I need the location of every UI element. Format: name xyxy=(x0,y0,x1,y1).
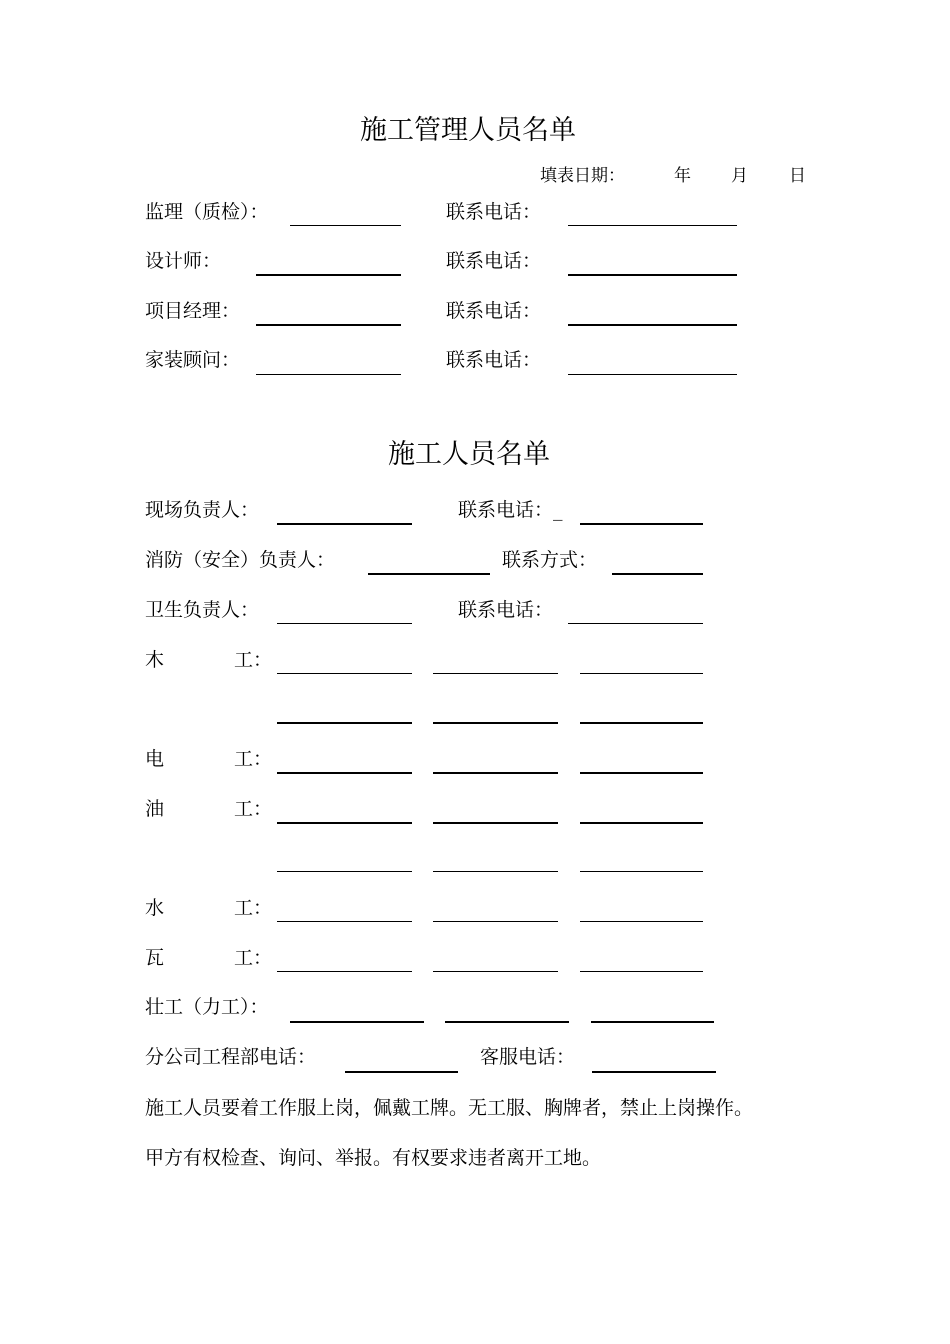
painter-field-3[interactable] xyxy=(580,822,703,824)
electrician-suffix: 工： xyxy=(234,748,273,770)
electrician-field-1[interactable] xyxy=(277,772,412,774)
tiler-char: 瓦 xyxy=(145,947,165,969)
tiler-field-1[interactable] xyxy=(277,971,412,972)
safety-lead-contact-label: 联系方式： xyxy=(502,549,598,571)
carpenter-field-3[interactable] xyxy=(580,673,703,674)
plumber-suffix: 工： xyxy=(234,897,273,919)
site-lead-field[interactable] xyxy=(277,523,412,525)
designer-phone-label: 联系电话： xyxy=(446,250,542,272)
supervisor-label: 监理（质检）： xyxy=(145,201,269,223)
tiler-field-3[interactable] xyxy=(580,971,703,972)
supervisor-phone-field[interactable] xyxy=(568,225,737,226)
electrician-char: 电 xyxy=(145,748,165,770)
branch-phone-field[interactable] xyxy=(345,1071,458,1073)
site-lead-phone-field[interactable] xyxy=(580,523,703,525)
painter-field-2[interactable] xyxy=(433,822,558,824)
designer-label: 设计师： xyxy=(145,250,222,272)
safety-lead-contact-field[interactable] xyxy=(612,573,703,575)
carpenter-field-2[interactable] xyxy=(433,673,558,674)
carpenter-field-5[interactable] xyxy=(433,722,558,724)
painter-field-5[interactable] xyxy=(433,871,558,872)
painter-char: 油 xyxy=(145,798,165,820)
service-phone-field[interactable] xyxy=(592,1071,716,1073)
laborer-field-3[interactable] xyxy=(591,1021,714,1023)
project-manager-label: 项目经理： xyxy=(145,300,241,322)
plumber-char: 水 xyxy=(145,897,165,919)
painter-field-4[interactable] xyxy=(277,871,412,872)
electrician-field-3[interactable] xyxy=(580,772,703,774)
site-lead-label: 现场负责人： xyxy=(145,499,260,521)
painter-suffix: 工： xyxy=(234,798,273,820)
project-manager-phone-label: 联系电话： xyxy=(446,300,542,322)
site-lead-phone-label: 联系电话：_ xyxy=(458,499,563,521)
safety-lead-label: 消防（安全）负责人： xyxy=(145,549,336,571)
consultant-label: 家装顾问： xyxy=(145,349,241,371)
supervisor-phone-label: 联系电话： xyxy=(446,201,542,223)
branch-phone-label: 分公司工程部电话： xyxy=(145,1046,317,1068)
staff-title: 施工人员名单 xyxy=(388,439,550,470)
supervisor-field[interactable] xyxy=(290,225,401,226)
electrician-field-2[interactable] xyxy=(433,772,558,774)
carpenter-char: 木 xyxy=(145,649,165,671)
hygiene-lead-field[interactable] xyxy=(277,623,412,624)
project-manager-phone-field[interactable] xyxy=(568,324,737,326)
safety-lead-field[interactable] xyxy=(368,573,490,575)
laborer-label: 壮工（力工）： xyxy=(145,996,269,1018)
hygiene-lead-label: 卫生负责人： xyxy=(145,599,260,621)
management-title: 施工管理人员名单 xyxy=(360,115,576,146)
hygiene-lead-phone-field[interactable] xyxy=(568,623,703,624)
carpenter-field-4[interactable] xyxy=(277,722,412,724)
plumber-field-2[interactable] xyxy=(433,921,558,922)
carpenter-field-6[interactable] xyxy=(580,722,703,724)
laborer-field-2[interactable] xyxy=(445,1021,569,1023)
date-label: 填表日期： xyxy=(540,166,625,186)
consultant-phone-field[interactable] xyxy=(568,374,737,375)
note-line-1: 施工人员要着工作服上岗，佩戴工牌。无工服、胸牌者，禁止上岗操作。 xyxy=(145,1097,754,1119)
project-manager-field[interactable] xyxy=(256,324,401,326)
note-line-2: 甲方有权检查、询问、举报。有权要求违者离开工地。 xyxy=(145,1147,602,1169)
hygiene-lead-phone-label: 联系电话： xyxy=(458,599,554,621)
consultant-phone-label: 联系电话： xyxy=(446,349,542,371)
tiler-suffix: 工： xyxy=(234,947,273,969)
painter-field-1[interactable] xyxy=(277,822,412,824)
designer-field[interactable] xyxy=(256,274,401,276)
plumber-field-1[interactable] xyxy=(277,921,412,922)
carpenter-field-1[interactable] xyxy=(277,673,412,674)
date-month: 月 xyxy=(731,166,748,186)
plumber-field-3[interactable] xyxy=(580,921,703,922)
service-phone-label: 客服电话： xyxy=(480,1046,576,1068)
laborer-field-1[interactable] xyxy=(290,1021,424,1023)
carpenter-suffix: 工： xyxy=(234,649,273,671)
date-year: 年 xyxy=(674,166,691,186)
date-day: 日 xyxy=(789,166,806,186)
consultant-field[interactable] xyxy=(256,374,401,375)
designer-phone-field[interactable] xyxy=(568,274,737,276)
painter-field-6[interactable] xyxy=(580,871,703,872)
tiler-field-2[interactable] xyxy=(433,971,558,972)
